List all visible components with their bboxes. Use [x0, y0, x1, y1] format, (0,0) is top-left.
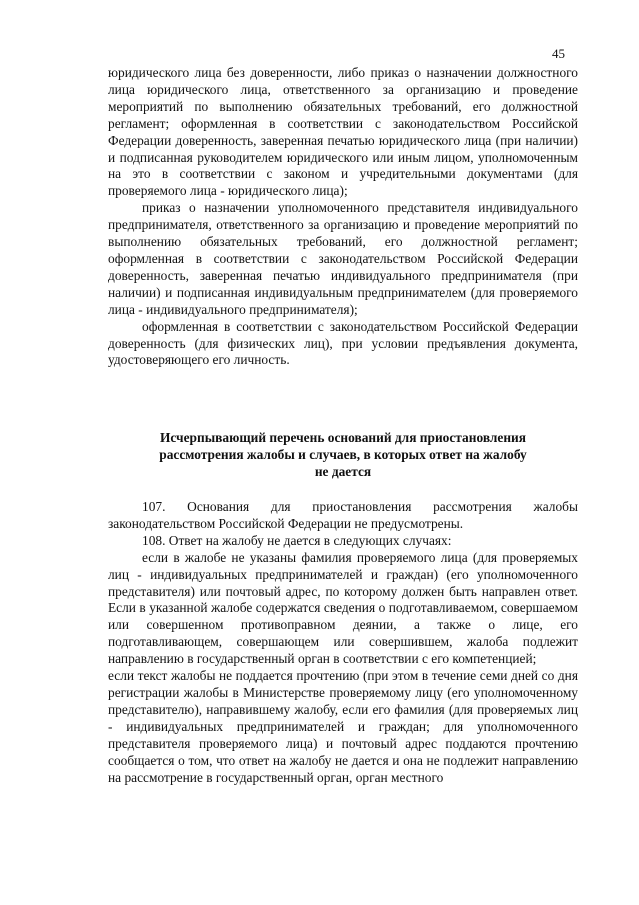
heading-line: рассмотрения жалобы и случаев, в которых ответ на жалобу — [159, 447, 527, 462]
paragraph: 108. Ответ на жалобу не дается в следующих случаях: — [142, 532, 452, 548]
heading-line: не дается — [314, 464, 372, 479]
section-heading — [118, 429, 568, 480]
page-number: 45 — [552, 46, 565, 61]
paragraph: если текст жалобы не поддается прочтению (при этом в течение семи дней со дня регистрации жалобы в Министерстве проверяемому лицу (его уполномоченному представителю), направившему жалобу, если его фамилия (для проверяемых лиц - индивидуальных предпринимателей и граждан; для уполномоченного представителя проверяемого лица) и почтовый адрес поддаются прочтению сообщается о том, что ответ на жалобу не дается и она не подлежит направлению на рассмотрение в государственный орган, орган местного — [108, 668, 578, 785]
paragraph: приказ о назначении уполномоченного представителя индивидуального предпринимателя, ответственного за организацию и проведение мероприятий по выполнению обязательных требований, его должностной регламент; оформленная в соответствии с законодательством Российской Федерации доверенность, заверенная печатью индивидуального предпринимателя (при наличии) и подписанная индивидуальным предпринимателем (для проверяемого лица - индивидуального предпринимателя); — [108, 200, 578, 317]
body-text-block-1 — [108, 65, 578, 369]
paragraph: 107. Основания для приостановления рассмотрения жалобы законодательством Российской Федерации не предусмотрены. — [108, 499, 578, 531]
paragraph: оформленная в соответствии с законодательством Российской Федерации доверенность (для физических лиц), при условии предъявления документа, удостоверяющего его личность. — [108, 318, 578, 368]
body-text-block-2 — [108, 499, 578, 786]
paragraph: если в жалобе не указаны фамилия проверяемого лица (для проверяемых лиц - индивидуальных предпринимателей и граждан) (его уполномоченного представителя) или почтовый адрес, по которому должен быть направлен ответ. Если в указанной жалобе содержатся сведения о подготавливаемом, совершаемом или совершенном противоправном деянии, а также о лице, его подготавливающем, совершающем или совершившем, жалоба подлежит направлению в государственный орган в соответствии с его компетенцией; — [108, 549, 578, 667]
heading-line: Исчерпывающий перечень оснований для приостановления — [159, 430, 527, 445]
paragraph: юридического лица без доверенности, либо приказ о назначении должностного лица юридического лица, ответственного за организацию и проведение мероприятий по выполнению обязательных требований, его должностной регламент; оформленная в соответствии с законодательством Российской Федерации доверенность, заверенная печатью юридического лица (при наличии) и подписанная руководителем юридического или иным лицом, уполномоченным на это в соответствии с законом и учредительными документами (для проверяемого лица - юридического лица); — [108, 65, 578, 199]
